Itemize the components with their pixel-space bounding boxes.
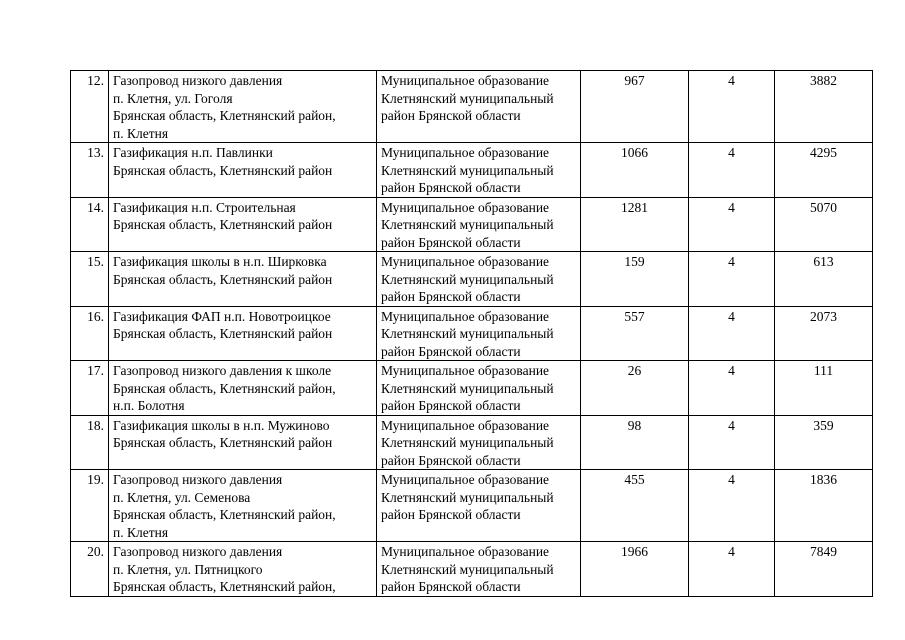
object-name-line: Газификация н.п. Строительная (113, 199, 296, 215)
owner-cell (377, 470, 581, 542)
object-name-cell (109, 252, 377, 307)
object-name-line: Газификация н.п. Павлинки (113, 145, 273, 160)
object-name-line: п. Клетня (113, 524, 169, 540)
object-name-line: Брянская область, Клетнянский район, (113, 108, 336, 123)
object-name-cell (109, 470, 377, 542)
owner-line: Клетнянский муниципальный (381, 561, 554, 577)
object-name-line: Газопровод низкого давления (113, 73, 283, 88)
volume-cell: 1836 (775, 470, 873, 542)
object-name-line: п. Клетня, ул. Пятницкого (113, 561, 263, 577)
owner-line: Клетнянский муниципальный (381, 489, 554, 505)
object-name-line: Брянская область, Клетнянский район (113, 217, 333, 232)
volume-cell: 5070 (775, 197, 873, 252)
owner-line: район Брянской области (381, 452, 521, 468)
object-name-line: Газопровод низкого давления к школе (113, 363, 332, 378)
row-number-cell: 16. (71, 306, 109, 361)
owner-line: Муниципальное образование (381, 308, 550, 324)
length-cell: 1966 (581, 542, 689, 597)
table-body (71, 71, 873, 597)
object-name-line: Брянская область, Клетнянский район (113, 326, 333, 341)
object-name-line: Газопровод низкого давления (113, 472, 283, 487)
object-name-line: н.п. Болотня (113, 398, 185, 413)
owner-line: район Брянской области (381, 108, 521, 123)
volume-cell: 4295 (775, 143, 873, 198)
object-name-line: Брянская область, Клетнянский район (113, 271, 333, 287)
row-number-cell: 17. (71, 361, 109, 416)
length-cell: 159 (581, 252, 689, 307)
owner-line: Клетнянский муниципальный (381, 90, 554, 106)
owner-line: район Брянской области (381, 398, 521, 413)
owner-line: Клетнянский муниципальный (381, 162, 554, 178)
owner-line: Клетнянский муниципальный (381, 380, 554, 396)
object-name-line: Газификация школы в н.п. Мужиново (113, 417, 330, 433)
length-cell: 98 (581, 415, 689, 470)
owner-line: Муниципальное образование (381, 544, 550, 559)
owner-line: Муниципальное образование (381, 199, 550, 215)
object-name-cell (109, 361, 377, 416)
row-number-cell: 19. (71, 470, 109, 542)
object-name-line: п. Клетня, ул. Семенова (113, 489, 251, 505)
pressure-cell: 4 (689, 415, 775, 470)
row-number-cell: 12. (71, 71, 109, 143)
object-name-cell (109, 197, 377, 252)
volume-cell: 3882 (775, 71, 873, 143)
owner-line: Муниципальное образование (381, 472, 550, 487)
object-name-line: Брянская область, Клетнянский район, (113, 579, 336, 594)
table-row (71, 306, 873, 361)
volume-cell: 2073 (775, 306, 873, 361)
owner-line: Клетнянский муниципальный (381, 435, 554, 450)
owner-cell (377, 252, 581, 307)
object-name-line: Брянская область, Клетнянский район (113, 162, 333, 178)
table-row (71, 71, 873, 143)
owner-cell (377, 197, 581, 252)
owner-cell (377, 542, 581, 597)
row-number-cell: 20. (71, 542, 109, 597)
object-name-line: Брянская область, Клетнянский район, (113, 507, 336, 522)
owner-line: Муниципальное образование (381, 254, 550, 269)
pressure-cell: 4 (689, 197, 775, 252)
object-name-cell (109, 542, 377, 597)
gas-pipeline-table (70, 70, 873, 597)
owner-line: район Брянской области (381, 579, 521, 594)
owner-line: район Брянской области (381, 234, 521, 250)
table-row (71, 361, 873, 416)
row-number-cell: 13. (71, 143, 109, 198)
owner-cell (377, 415, 581, 470)
table-row (71, 252, 873, 307)
length-cell: 967 (581, 71, 689, 143)
length-cell: 26 (581, 361, 689, 416)
object-name-line: Газификация школы в н.п. Ширковка (113, 254, 327, 269)
owner-line: Муниципальное образование (381, 417, 550, 433)
pressure-cell: 4 (689, 361, 775, 416)
owner-cell (377, 361, 581, 416)
volume-cell: 359 (775, 415, 873, 470)
owner-line: Клетнянский муниципальный (381, 217, 554, 232)
object-name-cell (109, 71, 377, 143)
owner-line: Муниципальное образование (381, 363, 550, 378)
table-row (71, 197, 873, 252)
owner-cell (377, 143, 581, 198)
object-name-line: п. Клетня (113, 125, 169, 141)
table-row (71, 470, 873, 542)
pressure-cell: 4 (689, 71, 775, 143)
pressure-cell: 4 (689, 306, 775, 361)
owner-cell (377, 306, 581, 361)
table-row (71, 143, 873, 198)
owner-line: район Брянской области (381, 180, 521, 195)
object-name-cell (109, 415, 377, 470)
object-name-cell (109, 306, 377, 361)
owner-line: Муниципальное образование (381, 145, 550, 160)
pressure-cell: 4 (689, 470, 775, 542)
volume-cell: 613 (775, 252, 873, 307)
length-cell: 455 (581, 470, 689, 542)
owner-line: район Брянской области (381, 343, 521, 359)
row-number-cell: 15. (71, 252, 109, 307)
owner-cell (377, 71, 581, 143)
owner-line: район Брянской области (381, 289, 521, 304)
pressure-cell: 4 (689, 143, 775, 198)
volume-cell: 7849 (775, 542, 873, 597)
length-cell: 1281 (581, 197, 689, 252)
length-cell: 557 (581, 306, 689, 361)
row-number-cell: 18. (71, 415, 109, 470)
pressure-cell: 4 (689, 252, 775, 307)
object-name-line: Брянская область, Клетнянский район (113, 435, 333, 450)
volume-cell: 111 (775, 361, 873, 416)
row-number-cell: 14. (71, 197, 109, 252)
owner-line: Клетнянский муниципальный (381, 326, 554, 341)
owner-line: Клетнянский муниципальный (381, 271, 554, 287)
object-name-line: п. Клетня, ул. Гоголя (113, 90, 233, 106)
table-row (71, 542, 873, 597)
object-name-line: Брянская область, Клетнянский район, (113, 380, 336, 396)
object-name-line: Газопровод низкого давления (113, 544, 283, 559)
pressure-cell: 4 (689, 542, 775, 597)
object-name-cell (109, 143, 377, 198)
owner-line: район Брянской области (381, 507, 521, 522)
owner-line: Муниципальное образование (381, 73, 550, 88)
length-cell: 1066 (581, 143, 689, 198)
table-row (71, 415, 873, 470)
object-name-line: Газификация ФАП н.п. Новотроицкое (113, 308, 331, 324)
